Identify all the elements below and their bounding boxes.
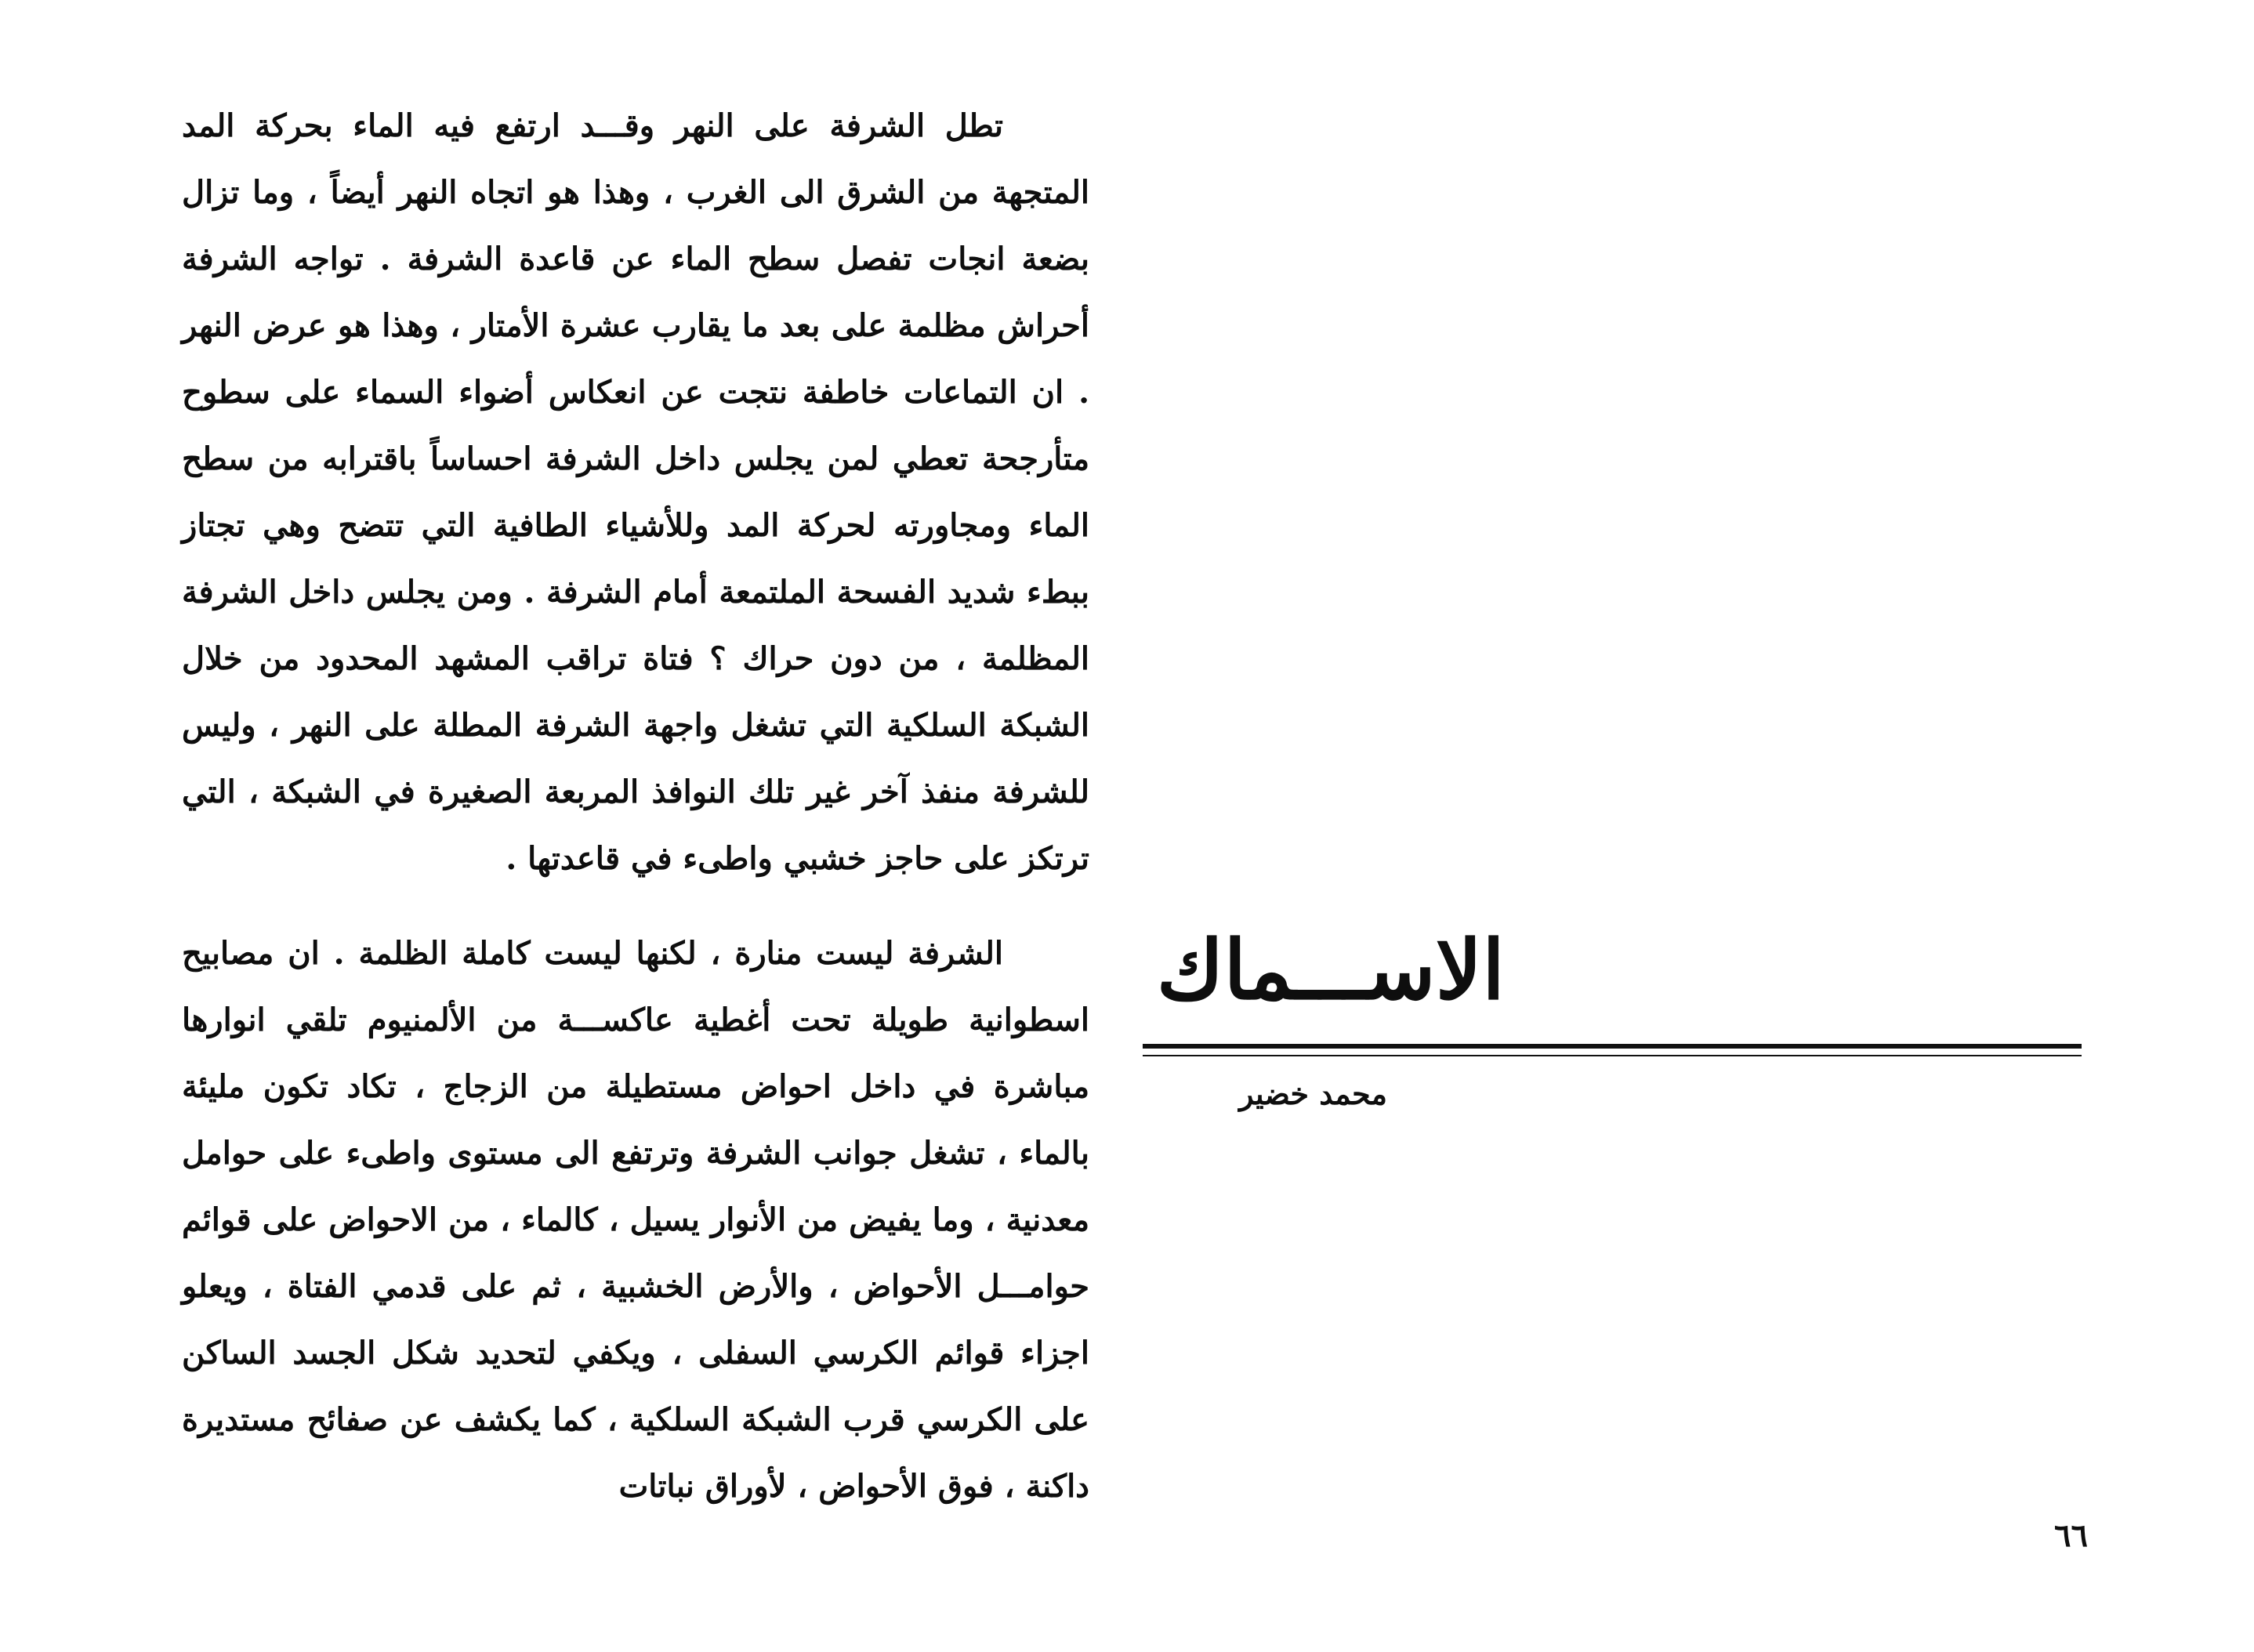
- article-body: [182, 92, 1089, 1520]
- paragraph-2: الشرفة ليست منارة ، لكنها ليست كاملة الظلمة . ان مصابيح اسطوانية طويلة تحت أغطية عاكســـة من الألمنيوم تلقي انوارها مباشرة في داخل احواض مستطيلة من الزجاج ، تكاد تكون مليئة بالماء ، تشغل جوانب الشرفة وترتفع الى مستوى واطىء على حوامل معدنية ، وما يفيض من الأنوار يسيل ، كالماء ، من الاحواض على قوائم حوامـــل الأحواض ، والأرض الخشبية ، ثم على قدمي الفتاة ، ويعلو اجزاء قوائم الكرسي السفلى ، ويكفي لتحديد شكل الجسد الساكن على الكرسي قرب الشبكة السلكية ، كما يكشف عن صفائح مستديرة داكنة ، فوق الأحواض ، لأوراق نباتات: [182, 935, 1089, 1505]
- paragraph-1: تطل الشرفة على النهر وقـــد ارتفع فيه الماء بحركة المد المتجهة من الشرق الى الغرب ، وهذا هو اتجاه النهر أيضاً ، وما تزال بضعة انجات تفصل سطح الماء عن قاعدة الشرفة . تواجه الشرفة أحراش مظلمة على بعد ما يقارب عشرة الأمتار ، وهذا هو عرض النهر . ان التماعات خاطفة نتجت عن انعكاس أضواء السماء على سطوح متأرجحة تعطي لمن يجلس داخل الشرفة احساساً باقترابه من سطح الماء ومجاورته لحركة المد وللأشياء الطافية التي تتضح وهي تجتاز ببطء شديد الفسحة الملتمعة أمام الشرفة . ومن يجلس داخل الشرفة المظلمة ، من دون حراك ؟ فتاة تراقب المشهد المحدود من خلال الشبكة السلكية التي تشغل واجهة الشرفة المطلة على النهر ، وليس للشرفة منفذ آخر غير تلك النوافذ المربعة الصغيرة في الشبكة ، التي ترتكز على حاجز خشبي واطىء في قاعدتها .: [182, 107, 1089, 877]
- author-name: محمد خضير: [1239, 1076, 1387, 1111]
- title-rule-thin: [1143, 1055, 2082, 1056]
- page-number: ٦٦: [2054, 1517, 2088, 1554]
- title-rule-thick: [1143, 1044, 2082, 1049]
- article-title: الاســـماك: [1156, 922, 1505, 1018]
